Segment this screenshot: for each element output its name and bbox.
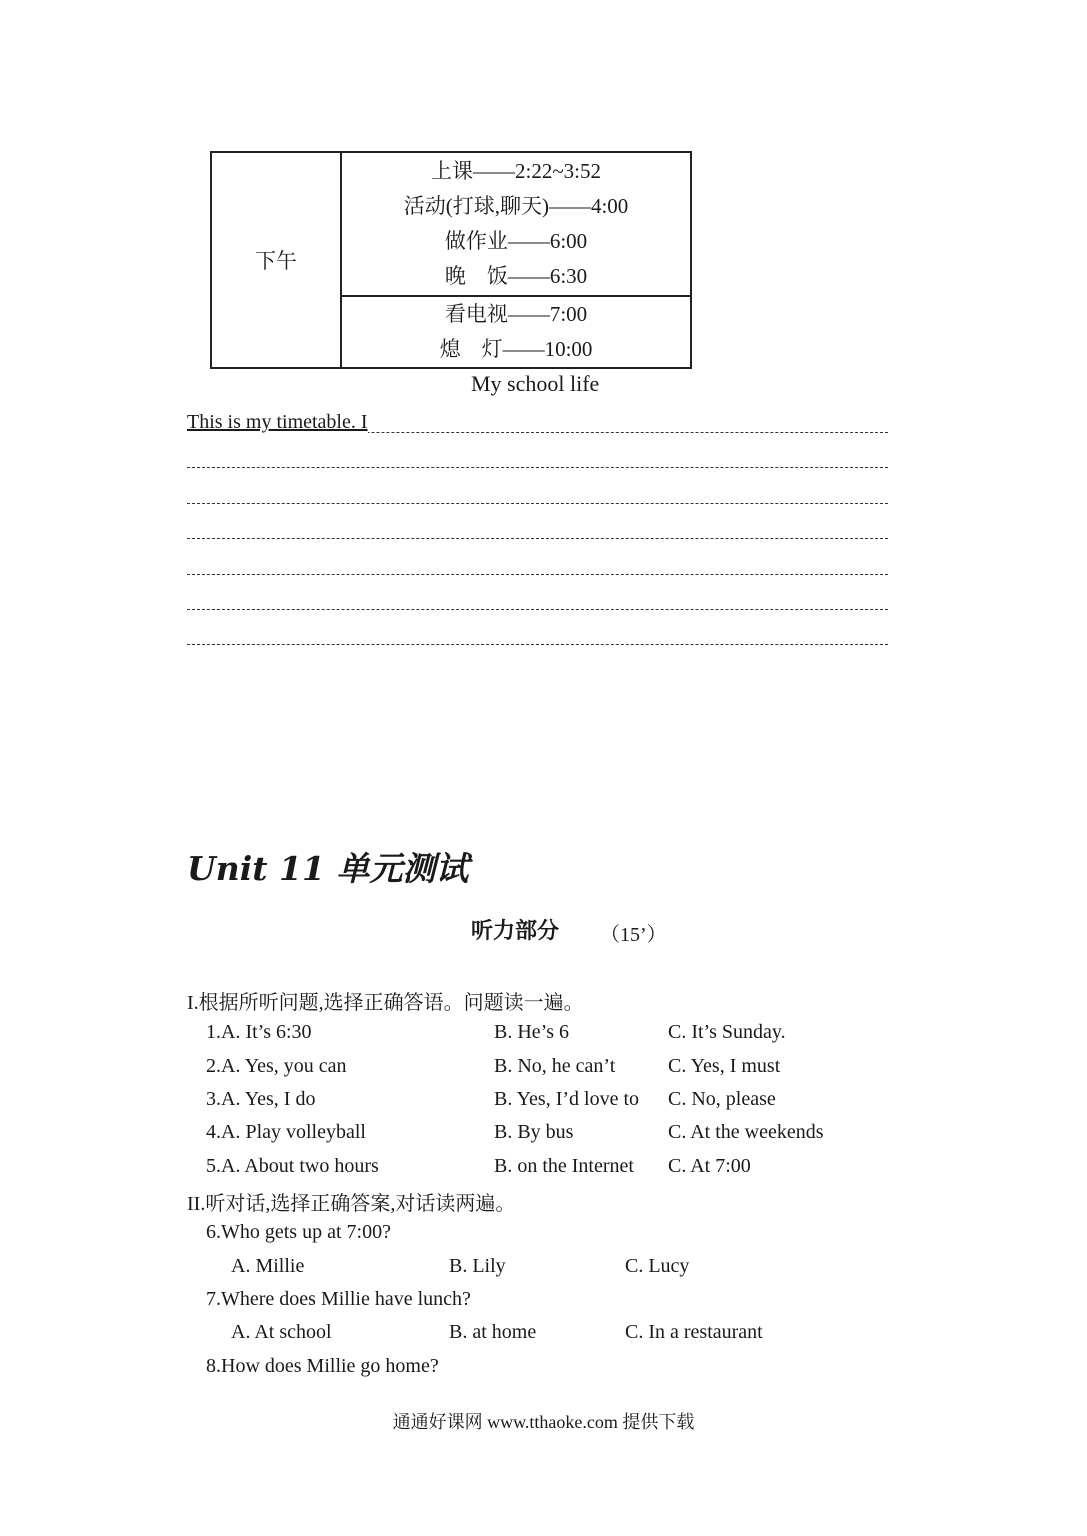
option-b[interactable]: B. on the Internet: [494, 1155, 634, 1177]
option-a[interactable]: 5.A. About two hours: [206, 1155, 379, 1177]
essay-starter: This is my timetable. I: [187, 411, 368, 433]
writing-line[interactable]: [187, 574, 888, 575]
option-c[interactable]: C. Lucy: [625, 1255, 690, 1277]
schedule-cell-top: [341, 152, 691, 296]
writing-line[interactable]: [187, 609, 888, 610]
option-a[interactable]: 1.A. It’s 6:30: [206, 1021, 312, 1043]
essay-title: My school life: [471, 371, 600, 396]
option-b[interactable]: B. By bus: [494, 1121, 574, 1143]
writing-line[interactable]: [187, 467, 888, 468]
part1-instruction: I.根据所听问题,选择正确答语。问题读一遍。: [187, 992, 584, 1014]
option-b[interactable]: B. No, he can’t: [494, 1055, 616, 1077]
question-stem: 6.Who gets up at 7:00?: [206, 1221, 391, 1243]
option-c[interactable]: C. It’s Sunday.: [668, 1021, 786, 1043]
schedule-cell-bottom: [341, 296, 691, 368]
option-a[interactable]: 4.A. Play volleyball: [206, 1121, 366, 1143]
option-c[interactable]: C. No, please: [668, 1088, 776, 1110]
option-a[interactable]: 3.A. Yes, I do: [206, 1088, 316, 1110]
schedule-row: 上课——2:22~3:52: [430, 159, 602, 183]
writing-line[interactable]: [187, 644, 888, 645]
schedule-row: 活动(打球,聊天)——4:00: [403, 194, 629, 218]
option-c[interactable]: C. In a restaurant: [625, 1321, 763, 1343]
option-c[interactable]: C. At the weekends: [668, 1121, 824, 1143]
option-c[interactable]: C. At 7:00: [668, 1155, 751, 1177]
unit-title: Unit 11 单元测试: [187, 849, 469, 888]
option-a[interactable]: 2.A. Yes, you can: [206, 1055, 347, 1077]
schedule-row: 晚 饭——6:30: [444, 264, 588, 288]
timetable: [210, 151, 692, 369]
question-stem: 7.Where does Millie have lunch?: [206, 1288, 471, 1310]
option-b[interactable]: B. He’s 6: [494, 1021, 569, 1043]
option-b[interactable]: B. Lily: [449, 1255, 506, 1277]
section-title: 听力部分: [471, 918, 560, 943]
section-score: （15’）: [600, 924, 667, 946]
schedule-row: 做作业——6:00: [444, 229, 588, 253]
period-cell: [211, 152, 341, 368]
option-b[interactable]: B. at home: [449, 1321, 537, 1343]
part2-instruction: II.听对话,选择正确答案,对话读两遍。: [187, 1193, 516, 1215]
option-c[interactable]: C. Yes, I must: [668, 1055, 781, 1077]
writing-line[interactable]: [187, 503, 888, 504]
schedule-row: 看电视——7:00: [444, 302, 588, 326]
option-b[interactable]: B. Yes, I’d love to: [494, 1088, 640, 1110]
period-label: 下午: [255, 249, 297, 273]
schedule-row: 熄 灯——10:00: [439, 337, 593, 361]
option-a[interactable]: A. Millie: [231, 1255, 305, 1277]
option-a[interactable]: A. At school: [231, 1321, 332, 1343]
page-footer: 通通好课网 www.tthaoke.com 提供下载: [392, 1412, 695, 1432]
question-stem: 8.How does Millie go home?: [206, 1355, 439, 1377]
writing-line[interactable]: [187, 538, 888, 539]
